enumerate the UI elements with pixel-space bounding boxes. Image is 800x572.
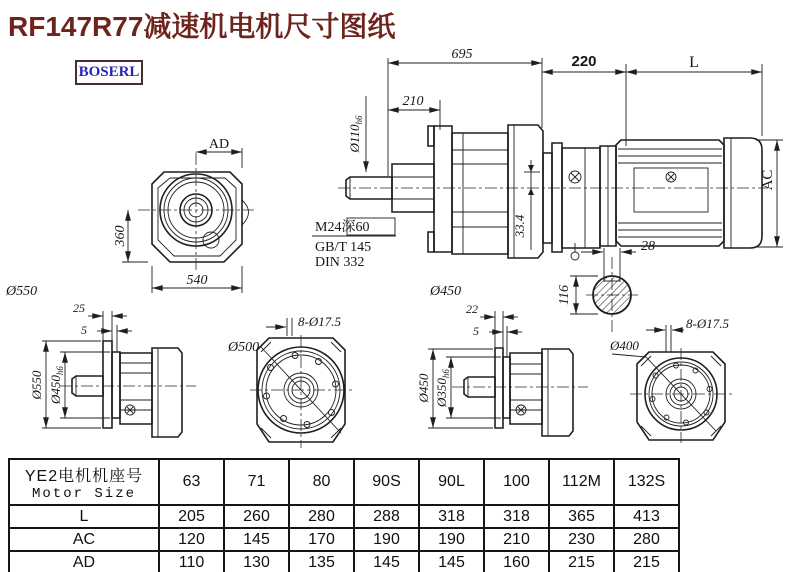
dim-33-4: 33.4 (512, 214, 527, 238)
dim-dia-350h6: $Ø350_{h6}$ (434, 369, 451, 407)
note-gbt: GB/T 145 (315, 240, 372, 255)
row-label-AC: AC (9, 528, 159, 551)
col-header: 112M (549, 459, 614, 505)
screw-icon (569, 171, 581, 183)
note-din: DIN 332 (315, 255, 365, 270)
dim-ad: AD (208, 137, 230, 152)
dim-dia-550: Ø550 (29, 370, 44, 400)
value-cell: 160 (484, 551, 549, 572)
header-en: Motor Size (31, 485, 136, 502)
flange-face-view-small (609, 316, 732, 443)
col-header: 80 (289, 459, 354, 505)
col-header: 90L (419, 459, 484, 505)
value-cell: 145 (224, 528, 289, 551)
value-cell: 170 (289, 528, 354, 551)
value-cell: 318 (419, 505, 484, 528)
value-cell: 413 (614, 505, 679, 528)
dim-22: 22 (466, 302, 478, 316)
flange-side-view-small (416, 302, 588, 436)
row-label-L: L (9, 505, 159, 528)
value-cell: 120 (159, 528, 224, 551)
value-cell: 145 (419, 551, 484, 572)
header-cn: YE2电机机座号 (24, 467, 144, 485)
label-bolt-circle-500: Ø500 (228, 340, 260, 355)
page-title: RF147R77减速机电机尺寸图纸 (8, 11, 396, 42)
dim-220: 220 (571, 53, 597, 70)
label-holes-small: 8-Ø17.5 (686, 316, 729, 331)
value-cell: 190 (354, 528, 419, 551)
value-cell: 110 (159, 551, 224, 572)
main-side-view (312, 47, 783, 270)
col-header: 100 (484, 459, 549, 505)
dim-695: 695 (451, 47, 473, 62)
label-holes-large: 8-Ø17.5 (298, 314, 341, 329)
dim-540: 540 (186, 273, 208, 288)
gearbox-front-view (113, 137, 254, 293)
dim-shaft-dia: $Ø110_{h6}$ (347, 115, 364, 153)
value-cell: 215 (549, 551, 614, 572)
flange-side-view-large (29, 301, 196, 437)
value-cell: 280 (614, 528, 679, 551)
center-hole-note (312, 218, 396, 270)
value-cell: 205 (159, 505, 224, 528)
value-cell: 190 (419, 528, 484, 551)
dim-5: 5 (81, 323, 87, 337)
table-row (9, 551, 679, 572)
dim-210: 210 (402, 94, 424, 109)
dim-25: 25 (73, 301, 85, 315)
value-cell: 215 (614, 551, 679, 572)
table-row (9, 505, 679, 528)
brand-logo: BOSERL (75, 60, 143, 85)
value-cell: 260 (224, 505, 289, 528)
dim-AC: AC (760, 169, 776, 191)
value-cell: 210 (484, 528, 549, 551)
table-row (9, 528, 679, 551)
value-cell: 135 (289, 551, 354, 572)
value-cell: 145 (354, 551, 419, 572)
col-header: 90S (354, 459, 419, 505)
label-dia-550: Ø550 (6, 284, 38, 299)
dim-L: L (689, 54, 699, 71)
value-cell: 280 (289, 505, 354, 528)
row-label-AD: AD (9, 551, 159, 572)
value-cell: 230 (549, 528, 614, 551)
value-cell: 318 (484, 505, 549, 528)
flange-face-view-large (227, 314, 352, 448)
dim-dia-450h6: $Ø450_{h6}$ (48, 366, 65, 404)
label-dia-450: Ø450 (430, 284, 462, 299)
value-cell: 365 (549, 505, 614, 528)
table-header-motor-size (9, 459, 159, 505)
note-thread: M24深60 (315, 220, 370, 235)
dim-116: 116 (557, 285, 572, 305)
motor-size-table (8, 458, 680, 572)
value-cell: 130 (224, 551, 289, 572)
label-bolt-circle-400: Ø400 (610, 338, 639, 353)
col-header: 132S (614, 459, 679, 505)
col-header: 63 (159, 459, 224, 505)
col-header: 71 (224, 459, 289, 505)
dim-360: 360 (113, 225, 128, 247)
screw-icon (666, 172, 676, 182)
dim-28: 28 (641, 239, 655, 254)
dim-dia-450: Ø450 (416, 373, 431, 403)
dim-5-small: 5 (473, 324, 479, 338)
value-cell: 288 (354, 505, 419, 528)
